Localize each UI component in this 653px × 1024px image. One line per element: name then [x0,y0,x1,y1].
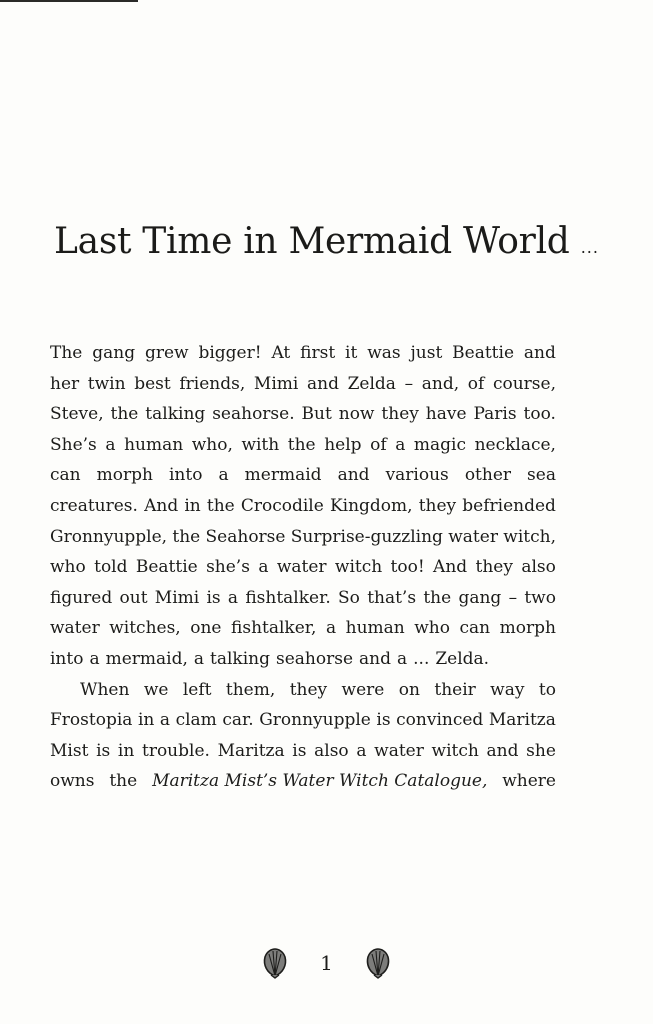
word: on [398,679,420,700]
word: is [206,587,221,608]
word: was [367,343,401,363]
word: a [218,465,229,486]
word: left [182,679,212,700]
word: who [50,557,86,578]
word: a [89,648,100,669]
word: figured [50,587,113,608]
word: a [356,740,367,761]
page-number: 1 [320,951,333,975]
word: course, [492,373,556,394]
word: Seahorse [205,526,286,547]
word: is [376,710,391,731]
word: She’s [50,434,97,455]
word: ... [413,648,430,669]
word: witches, [109,618,181,639]
word: she’s [206,557,250,578]
text-line [50,736,556,767]
word: they [418,495,457,516]
word: were [341,679,385,700]
word: other [464,465,512,486]
word: into [168,465,203,486]
word: water [374,740,424,761]
word: the [110,404,139,425]
text-line [50,399,556,430]
word: Maritza [217,740,285,761]
word: in [184,495,201,516]
word: owns [50,771,95,792]
word: And [433,557,468,578]
word: talking [145,404,206,425]
shell-icon [260,947,290,979]
word: The [50,343,83,363]
word: – [404,373,414,394]
word: a [105,434,116,455]
word: and [337,465,370,486]
text-line [50,675,556,706]
word: Beattie [135,557,198,578]
word: help [324,434,362,455]
word: told [94,557,128,578]
word: creatures. [50,495,138,516]
word: gang [458,587,502,608]
word: two [524,587,556,608]
word: too. [523,404,556,425]
word: Mimi [154,587,200,608]
word: fishtalker, [231,618,317,639]
word: and [359,648,391,669]
word: friends, [179,373,246,394]
word: that’s [367,587,417,608]
word: best [134,373,171,394]
word: a [159,710,171,731]
word: car. [222,710,254,731]
word: various [385,465,449,486]
text-line [50,522,556,553]
word: seahorse. [212,404,295,425]
word: the [206,495,235,516]
text-line [50,583,556,614]
word: Maritza [488,710,556,731]
word: Maritza Mist’s Water Witch Catalogue, [152,771,488,792]
word: can [459,618,491,639]
word: gang [92,343,136,363]
word: also [521,557,556,578]
text-line [50,766,556,797]
word: Kingdom, [329,495,413,516]
word: So [338,587,360,608]
word: just [410,343,443,363]
word: a [258,557,269,578]
text-line [50,369,556,400]
word: clam [175,710,217,731]
word: Frostopia [50,710,133,731]
word: one [190,618,222,639]
word: water [276,557,327,578]
text-line [50,644,556,675]
word: fishtalker. [245,587,331,608]
text-line [50,338,556,369]
chapter-title-ellipsis: ... [580,238,599,257]
word: in [117,740,135,761]
word: witch, [503,526,556,547]
word: grew [144,343,189,363]
word: sea [527,465,556,486]
text-line [50,491,556,522]
text-line [50,552,556,583]
word: seahorse [276,648,354,669]
word: can [50,465,81,486]
body-text [50,338,556,797]
word: talking [210,648,271,669]
word: a [193,648,205,669]
shell-icon [363,947,393,979]
word: them, [225,679,276,700]
word: When [80,679,130,700]
word: befriended [462,495,556,516]
word: Zelda [347,373,396,394]
word: to [538,679,556,700]
text-line [50,705,556,736]
word: is [292,740,307,761]
word: into [50,648,84,669]
word: Steve, [50,404,104,425]
word: Mist [50,740,89,761]
word: have [425,404,467,425]
word: and [306,373,339,394]
word: necklace, [474,434,556,455]
word: Zelda. [435,648,490,669]
word: and [523,343,556,363]
text-line [50,460,556,491]
word: witch [334,557,383,578]
word: And [144,495,179,516]
word: the [423,587,452,608]
word: we [143,679,169,700]
word: her [50,373,80,394]
word: water [448,526,498,547]
word: Gronnyupple, [50,526,168,547]
word: where [502,771,556,792]
word: a [397,648,408,669]
word: and [486,740,519,761]
chapter-title [0,218,653,272]
word: out [119,587,148,608]
word: water [50,618,100,639]
word: – [508,587,518,608]
page-footer [0,938,653,988]
word: way [490,679,525,700]
word: Gronnyupple [259,710,371,731]
word: At [271,343,291,363]
text-line [50,613,556,644]
word: they [475,557,513,578]
word: the [109,771,138,792]
word: magic [413,434,466,455]
word: now [338,404,375,425]
word: human [345,618,405,639]
chapter-title-text: Last Time in Mermaid World [54,221,570,262]
word: too! [390,557,425,578]
word: they [289,679,328,700]
word: convinced [396,710,484,731]
word: with [241,434,280,455]
word: the [287,434,316,455]
word: twin [87,373,126,394]
word: they [381,404,419,425]
top-rule [0,0,138,2]
word: is [96,740,111,761]
word: morph [499,618,556,639]
text-line [50,430,556,461]
word: Surprise-guzzling [290,526,443,547]
word: in [137,710,155,731]
word: Paris [473,404,517,425]
word: she [526,740,556,761]
word: who [414,618,450,639]
word: Crocodile [240,495,324,516]
word: mermaid [244,465,322,486]
word: human [124,434,184,455]
word: it [345,343,358,363]
word: a [325,618,337,639]
word: of [370,434,387,455]
word: a [227,587,239,608]
word: also [314,740,349,761]
word: mermaid, [105,648,188,669]
word: their [434,679,476,700]
word: Beattie [452,343,515,363]
word: a [395,434,406,455]
word: who, [191,434,233,455]
word: But [301,404,332,425]
word: and, [421,373,460,394]
word: Mimi [253,373,299,394]
word: of [467,373,485,394]
word: bigger! [198,343,262,363]
word: the [172,526,201,547]
word: first [300,343,336,363]
word: witch [431,740,479,761]
word: morph [96,465,153,486]
word: trouble. [141,740,210,761]
